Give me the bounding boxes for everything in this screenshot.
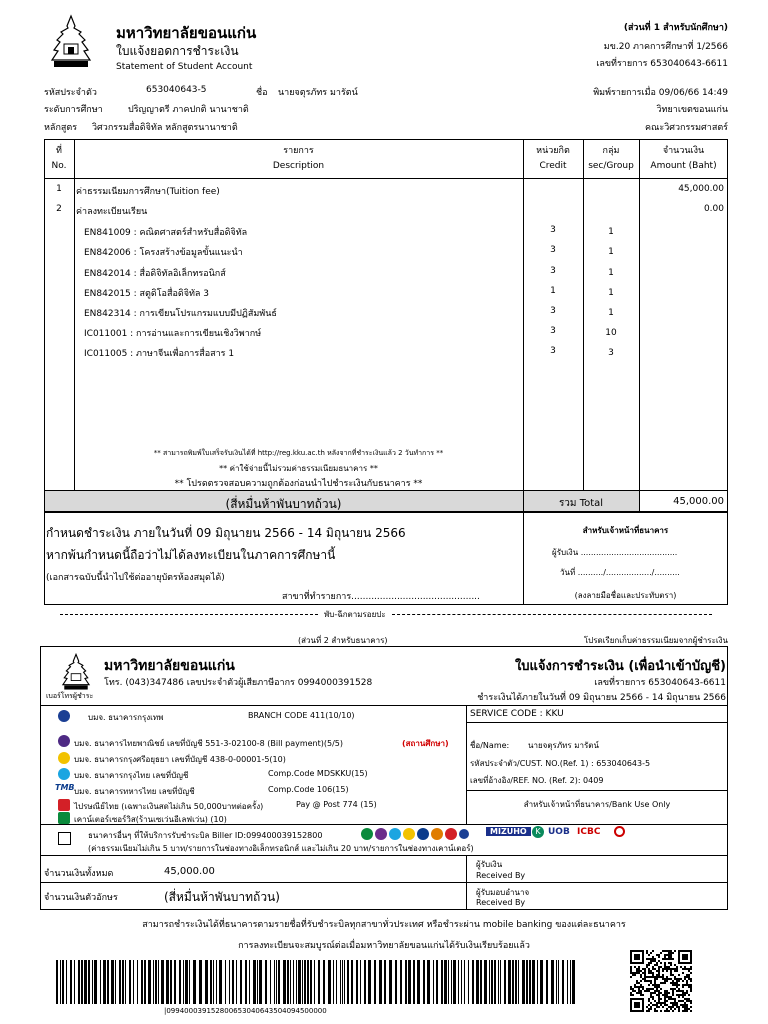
name-label: ชื่อ (256, 88, 268, 98)
deadline-line2: หากพ้นกำหนดนี้ถือว่าไม่ได้ลงทะเบียนในภาคการศึกษานี้ (46, 548, 336, 562)
row-desc: ค่าลงทะเบียนเรียน (76, 207, 148, 217)
note-receipt: ** สามารถพิมพ์ใบเสร็จรับเงินได้ที่ http://reg.kku.ac.th หลังจากที่ชำระเงินแล้ว 2 วันทำการ ** (153, 449, 444, 457)
cut-label: พับ-ฉีกตามรอยปะ (324, 610, 386, 619)
pay-within: ชำระเงินได้ภายในวันที่ 09 มิถุนายน 2566 - 14 มิถุนายน 2566 (477, 693, 726, 703)
kbank-icon: K (532, 826, 544, 838)
service-code: SERVICE CODE : KKU (470, 709, 564, 719)
program: วิศวกรรมสื่อดิจิทัล หลักสูตรนานาชาติ (92, 123, 238, 133)
course-credit: 3 (550, 306, 556, 316)
bank-post: ไปรษณีย์ไทย (เฉพาะเงินสดไม่เกิน 50,000บาทต่อครั้ง) (74, 802, 264, 811)
course-desc: EN842006 : โครงสร้างข้อมูลขั้นแนะนำ (84, 248, 243, 258)
bank-ktb-code: Comp.Code MDSKKU(15) (268, 769, 368, 778)
bank-scb: บมจ. ธนาคารไทยพาณิชย์ เลขที่บัญชี 551-3-02100-8 (Bill payment)(5/5) (74, 739, 343, 748)
note-fee: ** ค่าใช้จ่ายนี้ไม่รวมค่าธรรมเนียมธนาคาร ** (219, 464, 378, 473)
ref2: เลขที่อ้างอิง/REF. NO. (Ref. 2): 0409 (470, 776, 604, 785)
ref1: รหัสประจำตัว/CUST. NO.(Ref. 1) : 653040643-5 (470, 759, 651, 768)
received-en: Received By (476, 871, 526, 880)
course-group: 1 (608, 308, 614, 318)
student-id-label: รหัสประจำตัว (44, 88, 97, 98)
uob-logo: UOB (548, 827, 570, 837)
row-amount: 0.00 (703, 204, 724, 214)
doc-title-en: Statement of Student Account (116, 62, 253, 72)
bank-bbl-code: BRANCH CODE 411(10/10) (248, 711, 355, 720)
col-desc-th: รายการ (283, 146, 314, 156)
student-id: 653040643-5 (146, 85, 207, 95)
mizuho-logo: MIZUHO (486, 827, 531, 836)
other-banks-checkbox[interactable] (58, 832, 71, 845)
row-desc: ค่าธรรมเนียมการศึกษา(Tuition fee) (76, 187, 220, 197)
col-credit-en: Credit (539, 161, 567, 171)
col-amount-en: Amount (Baht) (650, 161, 717, 171)
faculty: คณะวิศวกรรมศาสตร์ (644, 123, 728, 133)
bank-use-label: สำหรับเจ้าหน้าที่ธนาคาร/Bank Use Only (523, 800, 671, 809)
part-label: (ส่วนที่ 1 สำหรับนักศึกษา) (623, 23, 728, 33)
printed-at: พิมพ์รายการเมื่อ 09/06/66 14:49 (593, 88, 728, 98)
ktb-bank-icon (58, 768, 70, 780)
ref-no: เลขที่รายการ 653040643-6611 (596, 59, 728, 69)
row-no: 2 (56, 204, 62, 214)
course-desc: EN842015 : สตูดิโอสื่อดิจิทัล 3 (84, 289, 210, 299)
payer-name: นายจตุรภัทร มารัตน์ (528, 741, 599, 750)
course-group: 1 (608, 227, 614, 237)
course-credit: 3 (550, 266, 556, 276)
bank-ktb: บมจ. ธนาคารกรุงไทย เลขที่บัญชี (74, 771, 189, 780)
total-label: รวม Total (558, 498, 604, 509)
bank-post-code: Pay @ Post 774 (15) (296, 800, 377, 809)
total-amount: 45,000.00 (673, 496, 724, 507)
course-desc: IC011005 : ภาษาจีนเพื่อการสื่อสาร 1 (84, 349, 235, 359)
doc-title-th: ใบแจ้งยอดการชำระเงิน (116, 44, 239, 58)
level: ปริญญาตรี ภาคปกติ นานาชาติ (128, 105, 249, 115)
thailand-post-icon (58, 799, 70, 811)
icbc-logo: ICBC (577, 827, 601, 837)
slip-total-label: จำนวนเงินทั้งหมด (44, 869, 114, 879)
barcode (56, 960, 576, 1004)
university-logo (48, 14, 94, 72)
seven-eleven-icon (58, 812, 70, 824)
part2-label: (ส่วนที่ 2 สำหรับธนาคาร) (298, 636, 388, 645)
tmb-bank-icon: TMB (55, 783, 75, 792)
payer-phone-label: เบอร์โทรผู้ชำระ (46, 692, 94, 700)
course-group: 1 (608, 268, 614, 278)
note-check: ** โปรดตรวจสอบความถูกต้องก่อนนำไปชำระเงินกับธนาคาร ** (174, 479, 423, 489)
campus: วิทยาเขตขอนแก่น (656, 105, 728, 115)
icbc-icon (614, 826, 625, 837)
footer-line1: สามารถชำระเงินได้ที่ธนาคารตามรายชื่อที่รับชำระบิลทุกสาขาทั่วประเทศ หรือชำระผ่าน mobile banking ของแต่ละธนาคาร (142, 920, 626, 930)
scb-bank-icon (58, 735, 70, 747)
course-credit: 1 (550, 286, 556, 296)
student-name: นายจตุรภัทร มารัตน์ (278, 88, 358, 98)
receiver-field: ผู้รับเงิน ...................................... (552, 548, 678, 557)
course-group: 1 (608, 288, 614, 298)
amount-words: (สี่หมื่นห้าพันบาทถ้วน) (225, 497, 342, 511)
course-group: 10 (605, 328, 617, 338)
slip-total: 45,000.00 (164, 866, 215, 877)
slip-ref-no: เลขที่รายการ 653040643-6611 (594, 678, 726, 688)
deadline-line1: กำหนดชำระเงิน ภายในวันที่ 09 มิถุนายน 2566 - 14 มิถุนายน 2566 (46, 526, 406, 540)
course-credit: 3 (550, 346, 556, 356)
program-label: หลักสูตร (44, 123, 78, 133)
branch-field: สาขาที่ทำรายการ............................................. (282, 592, 480, 602)
col-group-en: sec/Group (588, 161, 634, 171)
deadline-line3: (เอกสารฉบับนี้นำไปใช้ต่ออายุบัตรห้องสมุดได้) (46, 573, 225, 583)
bank-officer-label: สำหรับเจ้าหน้าที่ธนาคาร (582, 526, 669, 535)
fee-note: โปรดเรียกเก็บค่าธรรมเนียมจากผู้ชำระเงิน (583, 636, 728, 645)
semester: มข.20 ภาคการศึกษาที่ 1/2566 (603, 42, 728, 52)
slip-title: ใบแจ้งการชำระเงิน (เพื่อนำเข้าบัญชี) (514, 659, 726, 674)
slip-phone: โทร. (043)347486 เลขประจำตัวผู้เสียภาษีอากร 0994000391528 (104, 678, 373, 688)
bank-scb-note: (สถานศึกษา) (402, 739, 449, 748)
auth-en: Received By (476, 898, 526, 907)
krungsri-bank-icon (58, 752, 70, 764)
other-banks: ธนาคารอื่นๆ ที่ให้บริการรับชำระบิล Biller ID:099400039152800 (88, 831, 323, 840)
course-desc: EN842314 : การเขียนโปรแกรมแบบมีปฏิสัมพันธ์ (84, 309, 277, 319)
university-logo (58, 653, 94, 693)
barcode-text: |099400039152800653040643504094500000 (164, 1007, 327, 1015)
bank-bay: บมจ. ธนาคารกรุงศรีอยุธยา เลขที่บัญชี 438-0-00001-5(10) (74, 755, 286, 764)
slip-university: มหาวิทยาลัยขอนแก่น (104, 658, 235, 674)
col-no-th: ที่ (56, 146, 62, 156)
row-no: 1 (56, 184, 62, 194)
course-desc: IC011001 : การอ่านและการเขียนเชิงวิพากษ์ (84, 329, 262, 339)
received-th: ผู้รับเงิน (476, 860, 503, 869)
col-group-th: กลุ่ม (602, 146, 620, 156)
bank-tmb: บมจ. ธนาคารทหารไทย เลขที่บัญชี (74, 787, 195, 796)
row-amount: 45,000.00 (678, 184, 724, 194)
course-credit: 3 (550, 245, 556, 255)
col-desc-en: Description (272, 161, 325, 171)
payer-name-label: ชื่อ/Name: (470, 741, 510, 750)
date-field: วันที่ ........../................../.......... (560, 568, 680, 577)
other-fee: (ค่าธรรมเนียมไม่เกิน 5 บาท/รายการในช่องทางอิเล็กทรอนิกส์ และไม่เกิน 20 บาท/รายการในช่องทางเคาน์เตอร์) (88, 844, 474, 853)
col-amount-th: จำนวนเงิน (662, 146, 705, 156)
course-desc: EN842014 : สื่อดิจิทัลอิเล็กทรอนิกส์ (84, 269, 226, 279)
bank-711: เคาน์เตอร์เซอร์วิส(ร้านเซเว่นอีเลฟเว่น) (10) (74, 815, 227, 824)
course-group: 1 (608, 247, 614, 257)
course-desc: EN841009 : คณิตศาสตร์สำหรับสื่อดิจิทัล (84, 228, 248, 238)
auth-th: ผู้รับมอบอำนาจ (476, 888, 530, 897)
slip-words: (สี่หมื่นห้าพันบาทถ้วน) (164, 890, 280, 904)
bank-bbl: บมจ. ธนาคารกรุงเทพ (88, 713, 164, 722)
bank-logos-strip (360, 826, 470, 840)
course-credit: 3 (550, 225, 556, 235)
qr-code (630, 950, 692, 1012)
level-label: ระดับการศึกษา (44, 105, 103, 115)
footer-line2: การลงทะเบียนจะสมบูรณ์ต่อเมื่อมหาวิทยาลัยขอนแก่นได้รับเงินเรียบร้อยแล้ว (238, 941, 530, 951)
university-name: มหาวิทยาลัยขอนแก่น (116, 24, 257, 42)
sign-label: (ลงลายมือชื่อและประทับตรา) (574, 591, 677, 600)
col-no-en: No. (51, 161, 67, 171)
course-group: 3 (608, 348, 614, 358)
slip-words-label: จำนวนเงินตัวอักษร (44, 893, 118, 903)
bank-tmb-code: Comp.Code 106(15) (268, 785, 349, 794)
course-credit: 3 (550, 326, 556, 336)
col-credit-th: หน่วยกิต (536, 146, 570, 156)
bangkok-bank-icon (58, 710, 70, 722)
